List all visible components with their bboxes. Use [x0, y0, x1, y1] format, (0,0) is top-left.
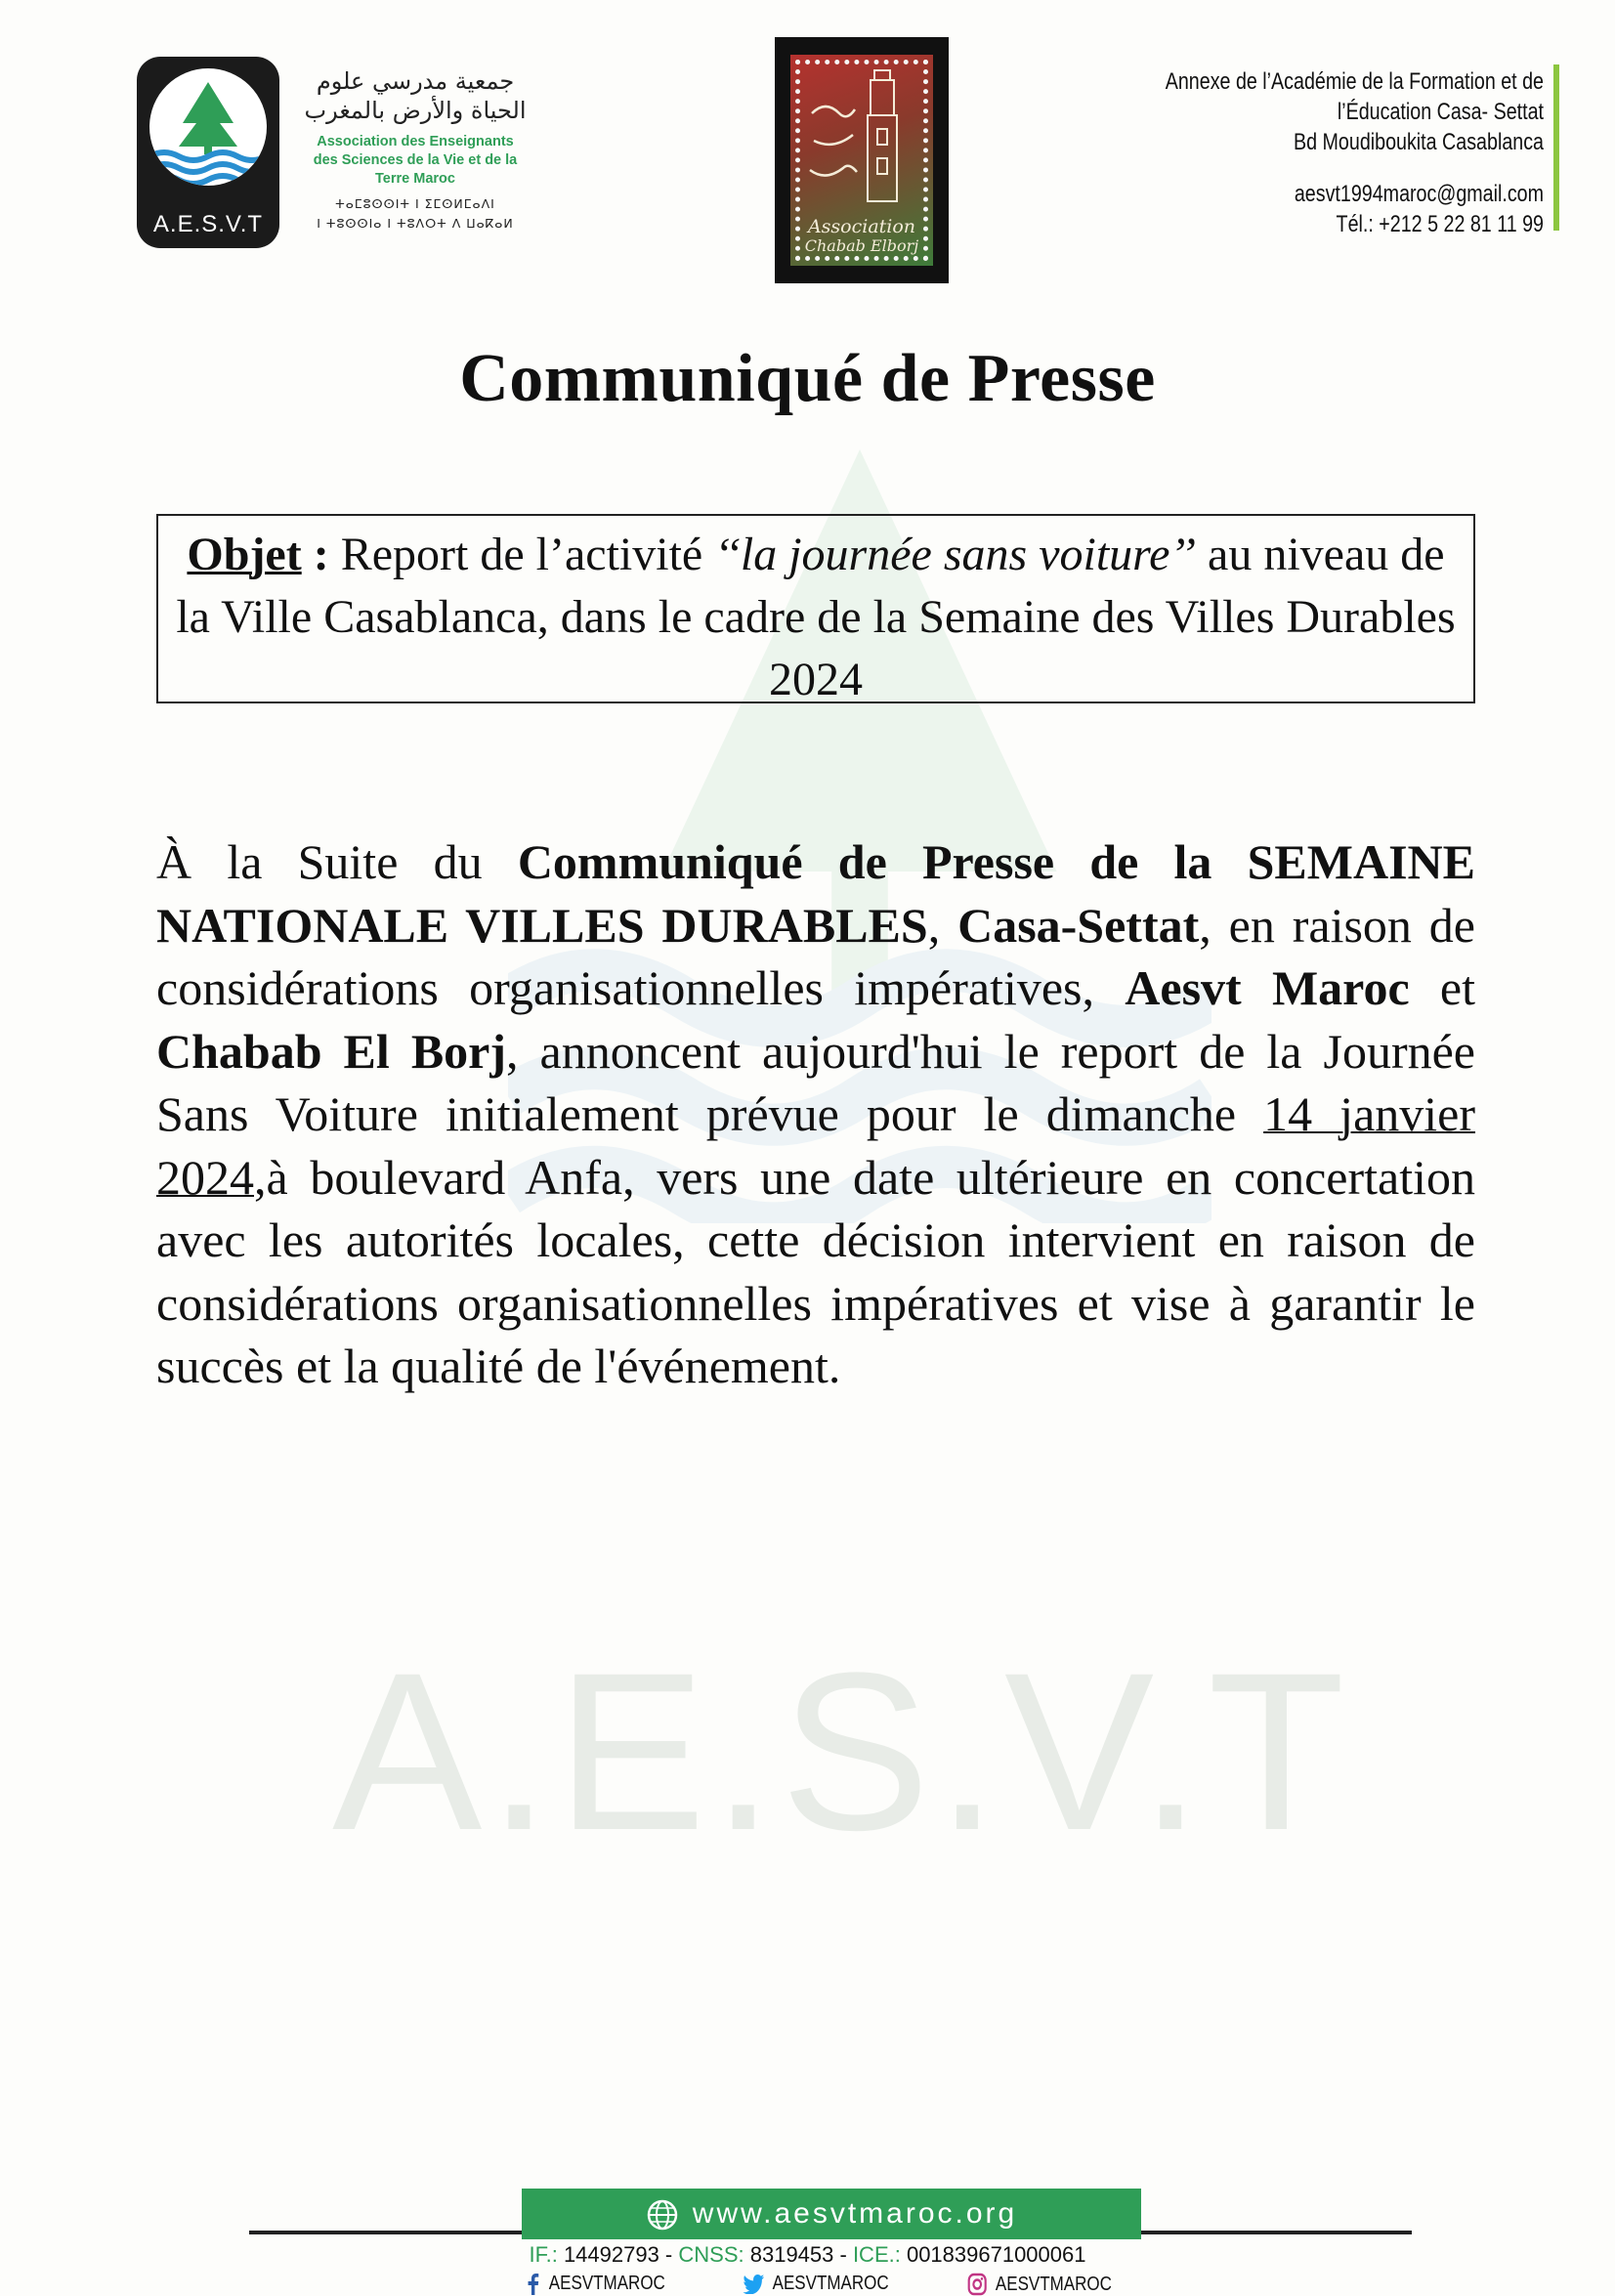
- french-name-line1: Association des Enseignants: [317, 134, 514, 149]
- ice-label: ICE.:: [852, 2242, 901, 2267]
- french-name-line3: Terre Maroc: [375, 171, 455, 187]
- contact-accent-bar: [1553, 64, 1559, 231]
- instagram-icon: [967, 2273, 987, 2296]
- social-instagram[interactable]: [967, 2273, 1112, 2296]
- minaret-icon: [862, 68, 903, 205]
- page-title: Communiqué de Presse: [459, 341, 1156, 416]
- subject-text-after: au niveau de la Ville Casablanca, dans le cadre de la Semaine des Villes Durables 2024: [176, 529, 1456, 705]
- contact-email[interactable]: aesvt1994maroc@gmail.com: [1294, 181, 1544, 207]
- arabic-name-line1: جمعية مدرسي علوم: [316, 67, 515, 95]
- stamp-caption-line2: Chabab Elborj: [804, 236, 919, 255]
- website-banner[interactable]: [522, 2189, 1141, 2239]
- tifinagh-name-line1: ⵜⴰⵎⵓⵙⵙⵏⵜ ⵏ ⵉⵎⵙⵍⵎⴰⴷⵏ: [335, 196, 495, 211]
- tree-icon: [149, 68, 267, 186]
- cnss-value: 8319453 -: [744, 2242, 853, 2267]
- body-bold-region: Casa-Settat: [957, 897, 1200, 953]
- instagram-handle: AESVTMAROC: [995, 2273, 1112, 2295]
- arabic-name-line2: الحياة والأرض بالمغرب: [304, 97, 527, 124]
- french-name-line2: des Sciences de la Vie et de la: [313, 152, 518, 168]
- contact-block: [1143, 66, 1544, 239]
- body-bold-communique: Communiqué de Presse de la SEMAINE NATIONALE VILLES DURABLES: [156, 834, 1475, 953]
- body-text: À la Suite du: [156, 834, 518, 889]
- stamp-caption-line1: Association: [807, 216, 916, 237]
- logo-emblem: [149, 68, 267, 186]
- globe-icon: [646, 2198, 679, 2232]
- subject-label: Objet: [187, 529, 302, 580]
- website-link[interactable]: www.aesvtmaroc.org: [692, 2197, 1018, 2230]
- if-value: 14492793 -: [557, 2242, 679, 2267]
- contact-address-line1: Annexe de l’Académie de la Formation et de: [1165, 68, 1544, 95]
- body-text: , annoncent aujourd'hui le report de la Journée Sans Voiture initialement prévue pour le dimanche: [156, 1023, 1476, 1141]
- watermark-text: A.E.S.V.T: [332, 1626, 1351, 1877]
- cnss-label: CNSS:: [678, 2242, 744, 2267]
- subject-box: [156, 514, 1475, 703]
- facebook-handle: AESVTMAROC: [548, 2273, 665, 2294]
- logo-acronym: A.E.S.V.T: [152, 211, 264, 237]
- stamp-face: [790, 55, 933, 266]
- body-bold-chabab: Chabab El Borj: [156, 1023, 507, 1079]
- social-facebook[interactable]: [526, 2273, 665, 2295]
- body-event-date: 14 janvier 2024: [156, 1086, 1475, 1205]
- body-text: , en raison de considérations organisationnelles impératives,: [156, 897, 1475, 1015]
- body-text: et: [1409, 960, 1475, 1015]
- contact-address-line3: Bd Moudiboukita Casablanca: [1293, 129, 1544, 155]
- social-twitter[interactable]: [743, 2273, 889, 2295]
- registration-ids: [0, 2242, 1615, 2268]
- body-paragraph: [156, 830, 1475, 1398]
- association-name-block: [293, 66, 537, 234]
- subject-quoted-activity: ‘‘la journée sans voiture’’: [714, 529, 1197, 580]
- facebook-icon: [526, 2274, 540, 2295]
- tifinagh-name-line2: ⵏ ⵜⵓⵙⵙⵏⴰ ⵏ ⵜⵓⴷⵔⵜ ⴷ ⵡⴰⴽⴰⵍ: [317, 216, 514, 231]
- ice-value: 001839671000061: [900, 2242, 1086, 2267]
- contact-address-line2: l’Éducation Casa- Settat: [1337, 99, 1544, 125]
- aesvt-logo: [137, 57, 279, 248]
- subject-colon: :: [301, 529, 341, 580]
- body-bold-aesvt: Aesvt Maroc: [1125, 960, 1410, 1015]
- chabab-elborj-stamp-logo: [775, 37, 949, 283]
- stamp-caption: [790, 217, 933, 256]
- body-text: ,à boulevard Anfa, vers une date ultérieure en concertation avec les autorités locales, cette décision intervient en raison de considérations organisationnelles impératives et vise à garantir le succès et la qualité de l'événement.: [156, 1149, 1475, 1393]
- arabic-calligraphy-icon: [804, 94, 863, 201]
- twitter-bird-icon: [743, 2275, 764, 2294]
- body-text: ,: [927, 897, 958, 953]
- twitter-handle: AESVTMAROC: [772, 2273, 889, 2294]
- subject-text-before: Report de l’activité: [340, 529, 715, 580]
- if-label: IF.:: [529, 2242, 558, 2267]
- contact-phone: Tél.: +212 5 22 81 11 99: [1336, 211, 1544, 237]
